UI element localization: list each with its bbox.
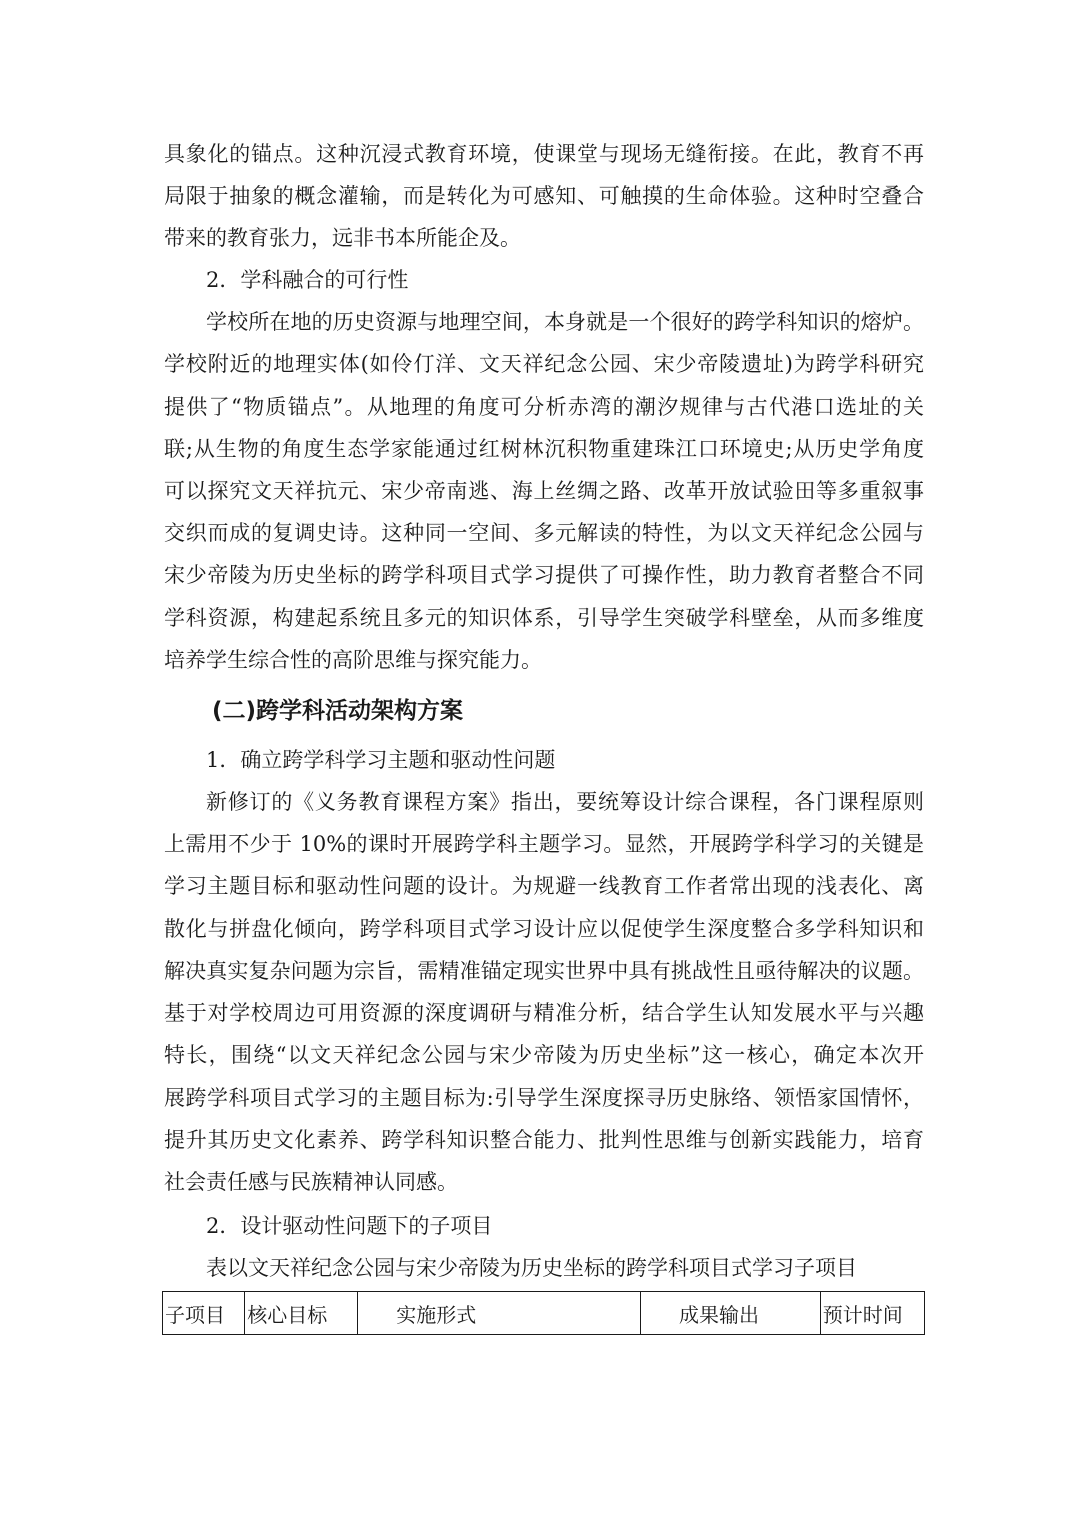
subheading: 2．设计驱动性问题下的子项目 — [206, 1214, 493, 1238]
paragraph-line: 宋少帝陵为历史坐标的跨学科项目式学习提供了可操作性，助力教育者整合不同 — [164, 563, 924, 587]
paragraph-line: 具象化的锚点。这种沉浸式教育环境，使课堂与现场无缝衔接。在此，教育不再 — [164, 142, 924, 166]
paragraph-line: 联;从生物的角度生态学家能通过红树林沉积物重建珠江口环境史;从历史学角度 — [164, 437, 924, 461]
table-header-cell: 子项目 — [163, 1292, 245, 1335]
table-caption: 表以文天祥纪念公园与宋少帝陵为历史坐标的跨学科项目式学习子项目 — [206, 1256, 857, 1280]
paragraph-line: 展跨学科项目式学习的主题目标为:引导学生深度探寻历史脉络、领悟家国情怀， — [164, 1086, 924, 1110]
paragraph-line: 培养学生综合性的高阶思维与探究能力。 — [164, 648, 542, 672]
paragraph-line: 学科资源，构建起系统且多元的知识体系，引导学生突破学科壁垒，从而多维度 — [164, 606, 924, 630]
table-header-cell: 核心目标 — [245, 1292, 358, 1335]
paragraph-line: 学习主题目标和驱动性问题的设计。为规避一线教育工作者常出现的浅表化、离 — [164, 874, 924, 898]
paragraph-line: 特长，围绕“以文天祥纪念公园与宋少帝陵为历史坐标”这一核心，确定本次开 — [164, 1043, 924, 1067]
paragraph-line: 基于对学校周边可用资源的深度调研与精准分析，结合学生认知发展水平与兴趣 — [164, 1001, 924, 1025]
subheading: 2．学科融合的可行性 — [206, 268, 409, 292]
paragraph-line: 带来的教育张力，远非书本所能企及。 — [164, 226, 521, 250]
paragraph-line: 解决真实复杂问题为宗旨，需精准锚定现实世界中具有挑战性且亟待解决的议题。 — [164, 959, 924, 983]
subproject-table — [162, 1291, 925, 1335]
table-header-cell: 实施形式 — [358, 1292, 641, 1335]
paragraph-line: 学校附近的地理实体(如伶仃洋、文天祥纪念公园、宋少帝陵遗址)为跨学科研究 — [164, 352, 924, 376]
table-header-cell: 预计时间 — [820, 1292, 924, 1335]
table-header-row — [163, 1292, 925, 1335]
paragraph-line: 提供了“物质锚点”。从地理的角度可分析赤湾的潮汐规律与古代港口选址的关 — [164, 395, 924, 419]
section-heading: (二)跨学科活动架构方案 — [212, 698, 464, 724]
paragraph-line: 新修订的《义务教育课程方案》指出，要统筹设计综合课程，各门课程原则 — [206, 790, 924, 814]
paragraph-line: 散化与拼盘化倾向，跨学科项目式学习设计应以促使学生深度整合多学科知识和 — [164, 917, 924, 941]
paragraph-line: 上需用不少于 10%的课时开展跨学科主题学习。显然，开展跨学科学习的关键是 — [164, 832, 924, 856]
paragraph-line: 提升其历史文化素养、跨学科知识整合能力、批判性思维与创新实践能力，培育 — [164, 1128, 924, 1152]
paragraph-line: 交织而成的复调史诗。这种同一空间、多元解读的特性，为以文天祥纪念公园与 — [164, 521, 924, 545]
paragraph-line: 学校所在地的历史资源与地理空间，本身就是一个很好的跨学科知识的熔炉。 — [206, 310, 924, 334]
subheading: 1．确立跨学科学习主题和驱动性问题 — [206, 748, 556, 772]
paragraph-line: 社会责任感与民族精神认同感。 — [164, 1170, 458, 1194]
table-header-cell: 成果输出 — [640, 1292, 820, 1335]
paragraph-line: 局限于抽象的概念灌输，而是转化为可感知、可触摸的生命体验。这种时空叠合 — [164, 184, 924, 208]
paragraph-line: 可以探究文天祥抗元、宋少帝南逃、海上丝绸之路、改革开放试验田等多重叙事 — [164, 479, 924, 503]
